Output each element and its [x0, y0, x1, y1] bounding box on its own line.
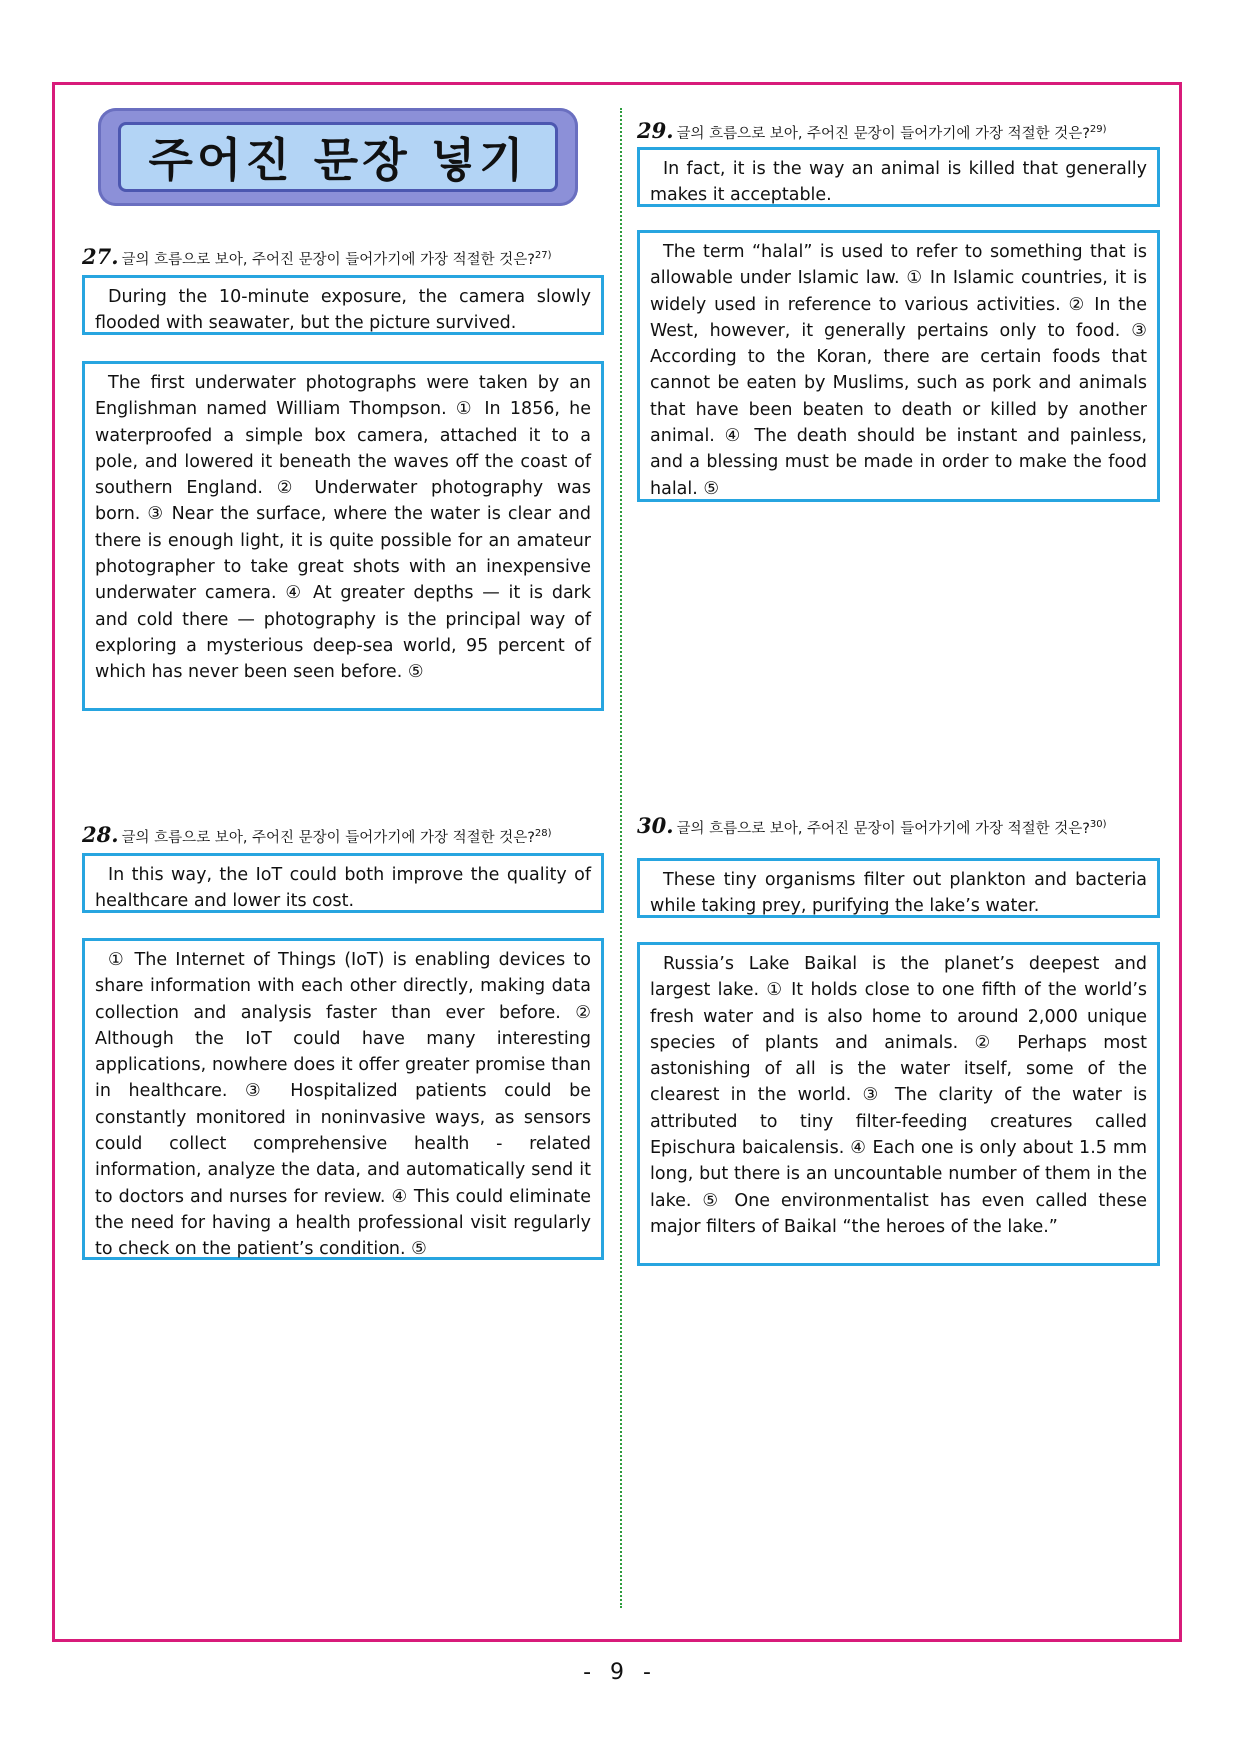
section-title-badge [98, 108, 578, 206]
question-29-given-sentence [637, 147, 1160, 207]
given-sentence-text: These tiny organisms filter out plankton and bacteria while taking prey, purifying the lake’s water. [650, 870, 1147, 917]
footnote-marker: 30) [1089, 819, 1107, 830]
footnote-marker: 29) [1089, 124, 1107, 136]
passage-text: The term “halal” is used to refer to something that is allowable under Islamic law. ① In Islamic countries, it is widely used in reference to various activities. ② In the West, however, it generally pertains only to food. ③ According to the Koran, there are certain foods that cannot be eaten by Muslims, such as pork and animals that have been beaten to death or killed by another animal. ④ The death should be instant and painless, and a blessing must be made in order to make the food halal. ⑤ [650, 242, 1147, 499]
column-divider [620, 108, 622, 1608]
question-number: 30. [637, 812, 674, 838]
passage-text: Russia’s Lake Baikal is the planet’s deepest and largest lake. ① It holds close to one fifth of the world’s fresh water and is also home to around 2,000 unique species of plants and animals. ② Perhaps most astonishing of all is the water itself, some of the clearest in the world. ③ The clarity of the water is attributed to tiny filter-feeding creatures called Epischura baicalensis. ④ Each one is only about 1.5 mm long, but there is an uncountable number of them in the lake. ⑤ One environmentalist has even called these major filters of Baikal “the heroes of the lake.” [650, 954, 1147, 1237]
page-number: - 9 - [583, 1660, 657, 1685]
question-28-given-sentence [82, 853, 604, 913]
question-prompt: 글의 흐름으로 보아, 주어진 문장이 들어가기에 가장 적절한 것은? [676, 820, 1090, 837]
question-30-header [637, 814, 1160, 840]
question-27-passage [82, 361, 604, 711]
question-number: 28. [82, 822, 119, 847]
section-title-inner [118, 122, 558, 192]
given-sentence-text: In fact, it is the way an animal is killed that generally makes it acceptable. [650, 159, 1147, 206]
question-29-passage [637, 230, 1160, 502]
question-number: 29. [637, 118, 674, 143]
footnote-marker: 28) [534, 828, 552, 840]
question-28-header [82, 822, 552, 847]
question-prompt: 글의 흐름으로 보아, 주어진 문장이 들어가기에 가장 적절한 것은? [121, 252, 535, 268]
section-title: 주어진 문장 넣기 [148, 133, 528, 187]
passage-text: ① The Internet of Things (IoT) is enabling devices to share information with each other directly, making data collection and analysis faster than ever before. ② Although the IoT could have many interesting applications, nowhere does it offer greater promise than in healthcare. ③ Hospitalized patients could be constantly monitored in noninvasive ways, as sensors could collect comprehensive health - related information, analyze the data, and automatically send it to doctors and nurses for review. ④ This could eliminate the need for having a health professional visit regularly to check on the patient’s condition. ⑤ [95, 950, 591, 1260]
question-number: 27. [82, 244, 119, 269]
question-28-passage [82, 938, 604, 1260]
question-prompt: 글의 흐름으로 보아, 주어진 문장이 들어가기에 가장 적절한 것은? [676, 126, 1090, 142]
question-29-header [637, 118, 1107, 143]
question-30-given-sentence [637, 858, 1160, 918]
question-27-given-sentence [82, 275, 604, 335]
question-prompt: 글의 흐름으로 보아, 주어진 문장이 들어가기에 가장 적절한 것은? [121, 830, 535, 846]
passage-text: The first underwater photographs were taken by an Englishman named William Thompson. ① In 1856, he waterproofed a simple box camera, attached it to a pole, and lowered it beneath the waves off the coast of southern England. ② Underwater photography was born. ③ Near the surface, where the water is clear and there is enough light, it is quite possible for an amateur photographer to take great shots with an inexpensive underwater camera. ④ At greater depths — it is dark and cold there — photography is the principal way of exploring a mysterious deep-sea world, 95 percent of which has never been seen before. ⑤ [95, 373, 591, 683]
given-sentence-text: In this way, the IoT could both improve the quality of healthcare and lower its cost. [95, 865, 591, 912]
question-30-passage [637, 942, 1160, 1266]
footnote-marker: 27) [534, 250, 552, 262]
question-27-header [82, 244, 552, 269]
given-sentence-text: During the 10-minute exposure, the camera slowly flooded with seawater, but the picture survived. [95, 287, 591, 334]
